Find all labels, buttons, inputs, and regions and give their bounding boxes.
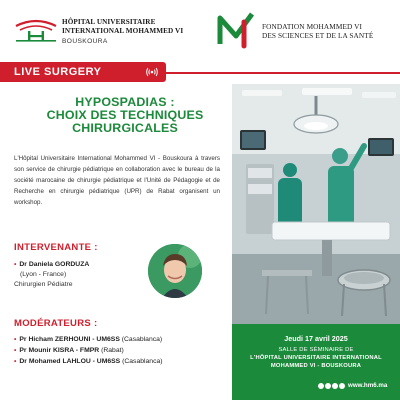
bullet-icon: • bbox=[14, 336, 17, 343]
speaker-location: (Lyon - France) bbox=[20, 271, 67, 278]
event-venue-line3: MOHAMMED VI - BOUSKOURA bbox=[270, 363, 362, 369]
operating-room-photo bbox=[232, 84, 400, 324]
linkedin-icon[interactable] bbox=[332, 383, 338, 389]
event-info-box bbox=[232, 324, 400, 400]
title-line1: HYPOSPADIAS : bbox=[75, 95, 175, 109]
hospital-logo-icon bbox=[14, 18, 58, 44]
foundation-line2: DES SCIENCES ET DE LA SANTÉ bbox=[262, 31, 374, 40]
header-divider bbox=[166, 72, 400, 74]
header bbox=[0, 0, 400, 60]
speaker-role: Chirurgien Pédiatre bbox=[14, 281, 73, 288]
moderators-list bbox=[14, 334, 234, 367]
hospital-line1: HÔPITAL UNIVERSITAIRE bbox=[62, 18, 156, 26]
hospital-name bbox=[62, 18, 202, 46]
event-venue-line1: SALLE DE SÉMINAIRE DE bbox=[278, 347, 354, 353]
bullet-icon: • bbox=[14, 261, 17, 268]
speaker-name: Dr Daniela GORDUZA bbox=[19, 261, 90, 268]
live-surgery-label: LIVE SURGERY bbox=[14, 66, 102, 78]
speaker-section-title: INTERVENANTE : bbox=[14, 242, 98, 253]
list-item: • Pr Hicham ZERHOUNI - UM6SS (Casablanca) bbox=[14, 336, 163, 343]
list-item: • Pr Mounir KISRA - FMPR (Rabat) bbox=[14, 347, 124, 354]
event-date: Jeudi 17 avril 2025 bbox=[284, 334, 348, 343]
instagram-icon[interactable] bbox=[325, 383, 331, 389]
foundation-logo-icon bbox=[214, 8, 258, 52]
event-description: L'Hôpital Universitaire International Mohammed VI - Bouskoura à travers son service de chirurgie pédiatrique en collaboration avec le bureau de la société marocaine de chirurgie pédiatrique et l'Unité de Pédagogie et de Recherche en chirurgie pédiatrique (UPR) de Rabat organisent un workshop. bbox=[14, 155, 220, 207]
bullet-icon: • bbox=[14, 358, 17, 365]
title-line3: CHIRURGICALES bbox=[72, 121, 178, 135]
foundation-line1: FONDATION MOHAMMED VI bbox=[262, 22, 363, 31]
event-venue-line2: L'HÔPITAL UNIVERSITAIRE INTERNATIONAL bbox=[250, 355, 382, 361]
list-item: • Dr Mohamed LAHLOU - UM6SS (Casablanca) bbox=[14, 358, 163, 365]
speaker-avatar bbox=[148, 244, 202, 298]
foundation-name bbox=[262, 22, 398, 40]
title-line2: CHOIX DES TECHNIQUES bbox=[46, 108, 204, 122]
live-surgery-banner bbox=[0, 62, 166, 82]
facebook-icon[interactable] bbox=[318, 383, 324, 389]
moderators-section-title: MODÉRATEURS : bbox=[14, 318, 98, 329]
broadcast-icon bbox=[146, 67, 158, 77]
speaker-name-row bbox=[14, 260, 144, 270]
youtube-icon[interactable] bbox=[339, 383, 345, 389]
hospital-city: BOUSKOURA bbox=[62, 38, 108, 45]
bullet-icon: • bbox=[14, 347, 17, 354]
hospital-line2: INTERNATIONAL MOHAMMED VI bbox=[62, 27, 184, 35]
speaker-info bbox=[14, 260, 144, 290]
page-title bbox=[30, 96, 220, 135]
website-link[interactable]: www.hm6.ma bbox=[348, 382, 388, 389]
